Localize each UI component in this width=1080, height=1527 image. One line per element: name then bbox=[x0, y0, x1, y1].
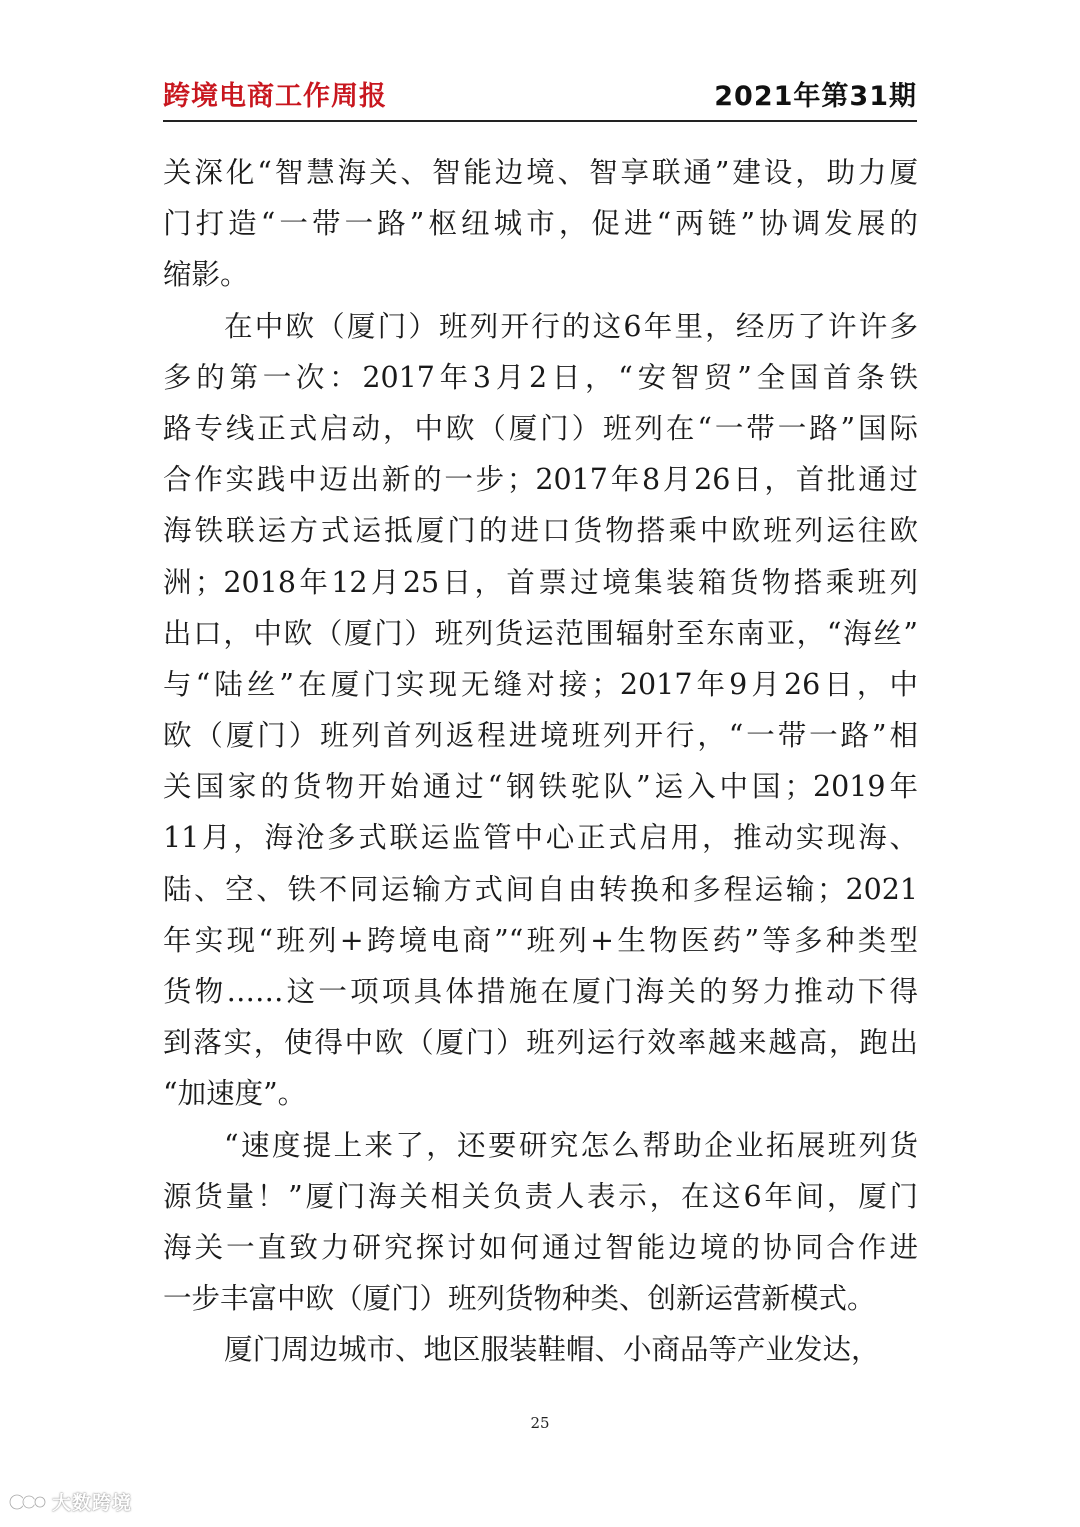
watermark bbox=[8, 1488, 132, 1515]
text-line: 源货量！”厦门海关相关负责人表示，在这6年间，厦门 bbox=[163, 1179, 918, 1213]
paragraph bbox=[163, 147, 918, 301]
text-line: 货物……这一项项具体措施在厦门海关的努力推动下得 bbox=[163, 975, 918, 1008]
text-line: 与“陆丝”在厦门实现无缝对接；2017年9月26日，中 bbox=[163, 667, 918, 701]
text-line: 年实现“班列+跨境电商”“班列+生物医药”等多种类型 bbox=[163, 923, 918, 957]
text-line: 出口，中欧（厦门）班列货运范围辐射至东南亚，“海丝” bbox=[163, 616, 918, 650]
text-line: 11月，海沧多式联运监管中心正式启用，推动实现海、 bbox=[163, 821, 918, 855]
text-line: 合作实践中迈出新的一步；2017年8月26日，首批通过 bbox=[163, 463, 918, 497]
text-line: 陆、空、铁不同运输方式间自由转换和多程运输；2021 bbox=[163, 872, 918, 906]
text-line: “加速度”。 bbox=[163, 1077, 307, 1111]
text-line: 到落实，使得中欧（厦门）班列运行效率越来越高，跑出 bbox=[163, 1026, 918, 1060]
text-line: 海铁联运方式运抵厦门的进口货物搭乘中欧班列运往欧 bbox=[163, 514, 918, 548]
header-divider bbox=[163, 120, 917, 122]
paragraph bbox=[163, 1324, 918, 1375]
article-body bbox=[163, 147, 918, 1376]
text-line: 关深化“智慧海关、智能边境、智享联通”建设，助力厦 bbox=[163, 156, 918, 189]
watermark-text: 大数跨境 bbox=[52, 1492, 133, 1514]
text-line: 一步丰富中欧（厦门）班列货物种类、创新运营新模式。 bbox=[163, 1282, 876, 1316]
text-line: 门打造“一带一路”枢纽城市，促进“两链”协调发展的 bbox=[163, 207, 918, 241]
page-header bbox=[163, 72, 917, 122]
text-line: 海关一直致力研究探讨如何通过智能边境的协同合作进 bbox=[163, 1230, 918, 1264]
text-line: 路专线正式启动，中欧（厦门）班列在“一带一路”国际 bbox=[163, 411, 918, 445]
publication-title: 跨境电商工作周报 bbox=[163, 81, 387, 112]
text-line: “速度提上来了，还要研究怎么帮助企业拓展班列货 bbox=[224, 1128, 918, 1162]
paragraph bbox=[163, 1120, 918, 1325]
issue-number: 2021年第31期 bbox=[714, 81, 917, 112]
page-number: 25 bbox=[530, 1414, 550, 1432]
watermark-logo-icon bbox=[8, 1491, 48, 1513]
text-line: 厦门周边城市、地区服装鞋帽、小商品等产业发达， bbox=[224, 1333, 880, 1367]
text-line: 关国家的货物开始通过“钢铁驼队”运入中国；2019年 bbox=[163, 770, 918, 804]
text-line: 在中欧（厦门）班列开行的这6年里，经历了许许多 bbox=[224, 309, 918, 343]
text-line: 多的第一次：2017年3月2日，“安智贸”全国首条铁 bbox=[163, 360, 918, 394]
text-line: 缩影。 bbox=[163, 258, 249, 292]
text-line: 洲；2018年12月25日，首票过境集装箱货物搭乘班列 bbox=[163, 565, 918, 599]
text-line: 欧（厦门）班列首列返程进境班列开行，“一带一路”相 bbox=[163, 719, 918, 753]
paragraph bbox=[163, 301, 918, 1120]
